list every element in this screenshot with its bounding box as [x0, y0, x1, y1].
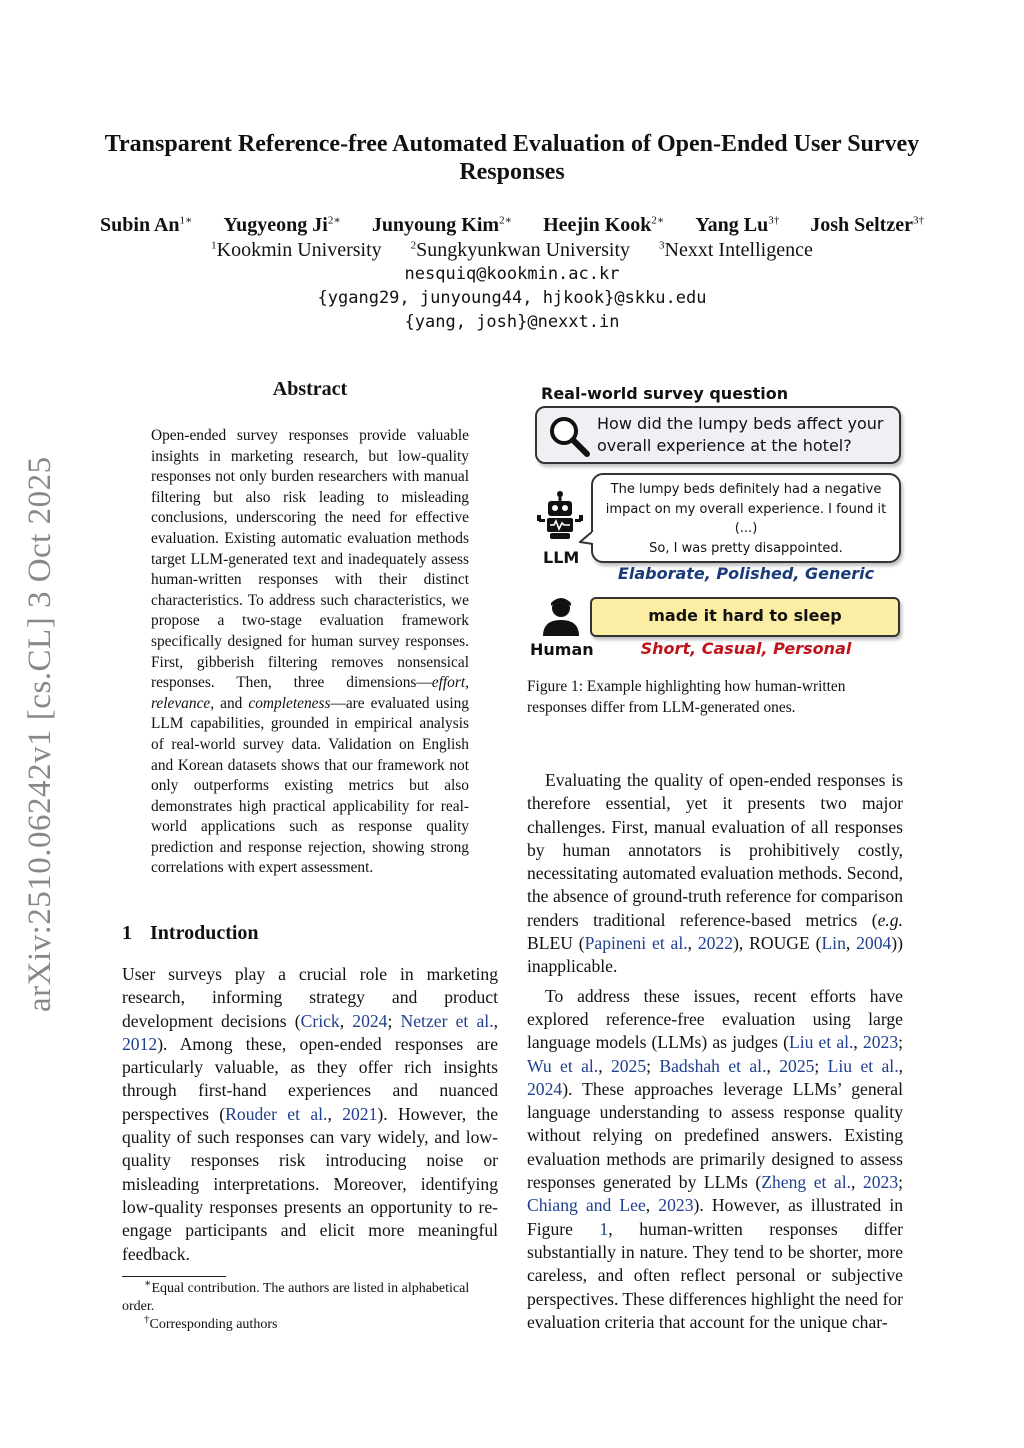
citation-link[interactable]: Rouder et al. — [225, 1103, 328, 1124]
citation-link[interactable]: Papineni et al. — [584, 933, 688, 954]
human-traits: Short, Casual, Personal — [640, 639, 852, 658]
arxiv-stamp: arXiv:2510.06242v1 [cs.CL] 3 Oct 2025 — [22, 456, 58, 1012]
citation-link[interactable]: Netzer et al. — [400, 1010, 494, 1031]
abstract-heading: Abstract — [272, 378, 348, 400]
paragraph: To address these issues, recent efforts have explored reference-free evaluation using large language models (LLMs) as judges (Liu et al., 2023; Wu et al., 2025; Badshah et al., 2025; Liu et al., 2024). These approaches leverage LLMs’ general language understanding to assess response quality without relying on predefined answers. Existing evaluation methods are primarily designed to assess responses generated by LLMs (Zheng et al., 2023; Chiang and Lee, 2023). However, as illustrated in Figure 1, human-written responses differ substantially in nature. They tend to be shorter, more careless, and often reflect personal or subjective perspectives. These differences highlight the need for evaluation criteria that account for the unique char- — [527, 985, 904, 1332]
figure-caption: Figure 1: Example highlighting how human-written responses differ from LLM-generated ones. — [527, 678, 846, 716]
author: Junyoung Kim$^{2∗}$ — [371, 214, 513, 236]
person-icon — [540, 596, 582, 636]
citation-link[interactable]: 2024 — [527, 1078, 563, 1099]
figure-section-label: Real-world survey question — [541, 384, 789, 403]
paper-title: Transparent Reference-free Automated Evaluation of Open-Ended User Survey Responses — [104, 131, 920, 185]
citation-link[interactable]: 2025 — [779, 1055, 815, 1076]
llm-label: LLM — [543, 548, 580, 567]
intro-paragraph: User surveys play a crucial role in marketing research, informing strategy and product development decisions (Crick, 2024; Netzer et al., 2012). Among these, open-ended responses are particularly valuable, as they offer rich insights through first-hand experiences and nuanced perspectives (Rouder et al., 2021). However, the quality of such responses can vary widely, and low-quality responses risk introducing noise or misleading interpretations. Moreover, identifying low-quality responses presents an opportunity to re-engage participants and elicit more meaningful feedback. — [122, 964, 499, 1264]
affiliation: $^2$Sungkyunkwan University — [410, 239, 631, 261]
citation-link[interactable]: Liu et al. — [827, 1055, 899, 1076]
author: Josh Seltzer$^{3\dagger}$ — [810, 214, 924, 236]
citation-link[interactable]: 2025 — [610, 1055, 647, 1076]
right-column-text — [527, 769, 903, 1334]
abstract-text: Open-ended survey responses provide valuable insights in marketing research, but low-quality responses not only burden researchers with manual filtering but also risk leading to misleading conclusions, underscoring the need for effective evaluation. Existing automatic evaluation methods target LLM-generated text and inadequately assess human-written responses with their distinct characteristics. To address such characteristics, we propose a two-stage evaluation framework specifically designed for human survey responses. First, gibberish filtering removes nonsensical responses. Then, three dimensions—effort, relevance, and completeness—are evaluated using LLM capabilities, grounded in empirical analysis of real-world survey data. Validation on English and Korean datasets shows that our framework not only outperforms existing metrics but also demonstrates high practical applicability for real-world applications such as response quality prediction and response rejection, showing strong correlations with expert assessment. — [151, 427, 470, 877]
affiliation: $^1$Kookmin University — [211, 239, 382, 261]
section-heading: 1 Introduction — [122, 922, 259, 944]
footnote: †Corresponding authors — [144, 1313, 278, 1332]
llm-traits: Elaborate, Polished, Generic — [617, 564, 875, 583]
human-label: Human — [530, 640, 594, 659]
human-response-bubble — [590, 597, 900, 637]
citation-link[interactable]: Wu et al. — [527, 1055, 599, 1076]
author: Heejin Kook$^{2∗}$ — [543, 214, 665, 236]
citation-link[interactable]: 2024 — [352, 1010, 388, 1031]
human-response-text: made it hard to sleep — [648, 606, 842, 625]
citation-link[interactable]: 2021 — [342, 1103, 378, 1124]
footnote: ∗Equal contribution. The authors are listed in alphabetical order. — [122, 1277, 470, 1314]
affiliation-list — [100, 237, 924, 263]
citation-link[interactable]: 2004 — [856, 933, 892, 954]
robot-icon — [535, 490, 585, 542]
survey-question: How did the lumpy beds affect your overall experience at the hotel? — [597, 414, 884, 455]
email-line: nesquiq@kookmin.ac.kr — [404, 264, 620, 284]
footnote-rule — [122, 1276, 226, 1277]
search-icon — [547, 414, 591, 458]
author: Yugyeong $Ji^{2∗}$ — [223, 214, 341, 236]
question-box — [535, 406, 901, 464]
citation-link[interactable]: 2023 — [862, 1032, 899, 1053]
citation-link[interactable]: Crick — [300, 1010, 340, 1031]
author: Yang $Lu^{3\dagger}$ — [695, 214, 780, 236]
citation-link[interactable]: 2023 — [862, 1172, 899, 1193]
author: Subin $An^{1∗}$ — [100, 214, 193, 236]
citation-link[interactable]: Chiang and Lee — [527, 1195, 646, 1216]
email-line: {yang, josh}@nexxt.in — [404, 312, 620, 332]
llm-response-bubble — [591, 473, 901, 563]
footnotes — [122, 1277, 500, 1334]
email-line: {ygang29, junyoung44, hjkook}@skku.edu — [317, 288, 707, 308]
llm-response-text: The lumpy beds definitely had a negative impact on my overall experience. I found it (...) So, I was pretty disappointed. — [605, 482, 887, 556]
bubble-tail — [579, 530, 595, 548]
paragraph: Evaluating the quality of open-ended responses is therefore essential, yet it presents two major challenges. First, manual evaluation of all responses by human annotators is prohibitively costly, necessitating automated evaluation methods. Second, the absence of ground-truth reference for comparison renders traditional reference-based metrics (e.g. BLEU (Papineni et al., 2022), ROUGE (Lin, 2004)) inapplicable. — [527, 770, 904, 977]
citation-link[interactable]: Liu et al. — [788, 1032, 854, 1053]
affiliation: $^3$Nexxt Intelligence — [659, 239, 813, 261]
citation-link[interactable]: 2023 — [658, 1195, 694, 1216]
citation-link[interactable]: 2012 — [122, 1033, 158, 1054]
citation-link[interactable]: 2022 — [697, 933, 734, 954]
citation-link[interactable]: Lin — [821, 933, 846, 954]
figure-ref-link[interactable]: 1 — [599, 1218, 609, 1239]
author-list — [40, 212, 984, 238]
citation-link[interactable]: Zheng et al. — [761, 1172, 852, 1193]
citation-link[interactable]: Badshah et al. — [659, 1055, 767, 1076]
